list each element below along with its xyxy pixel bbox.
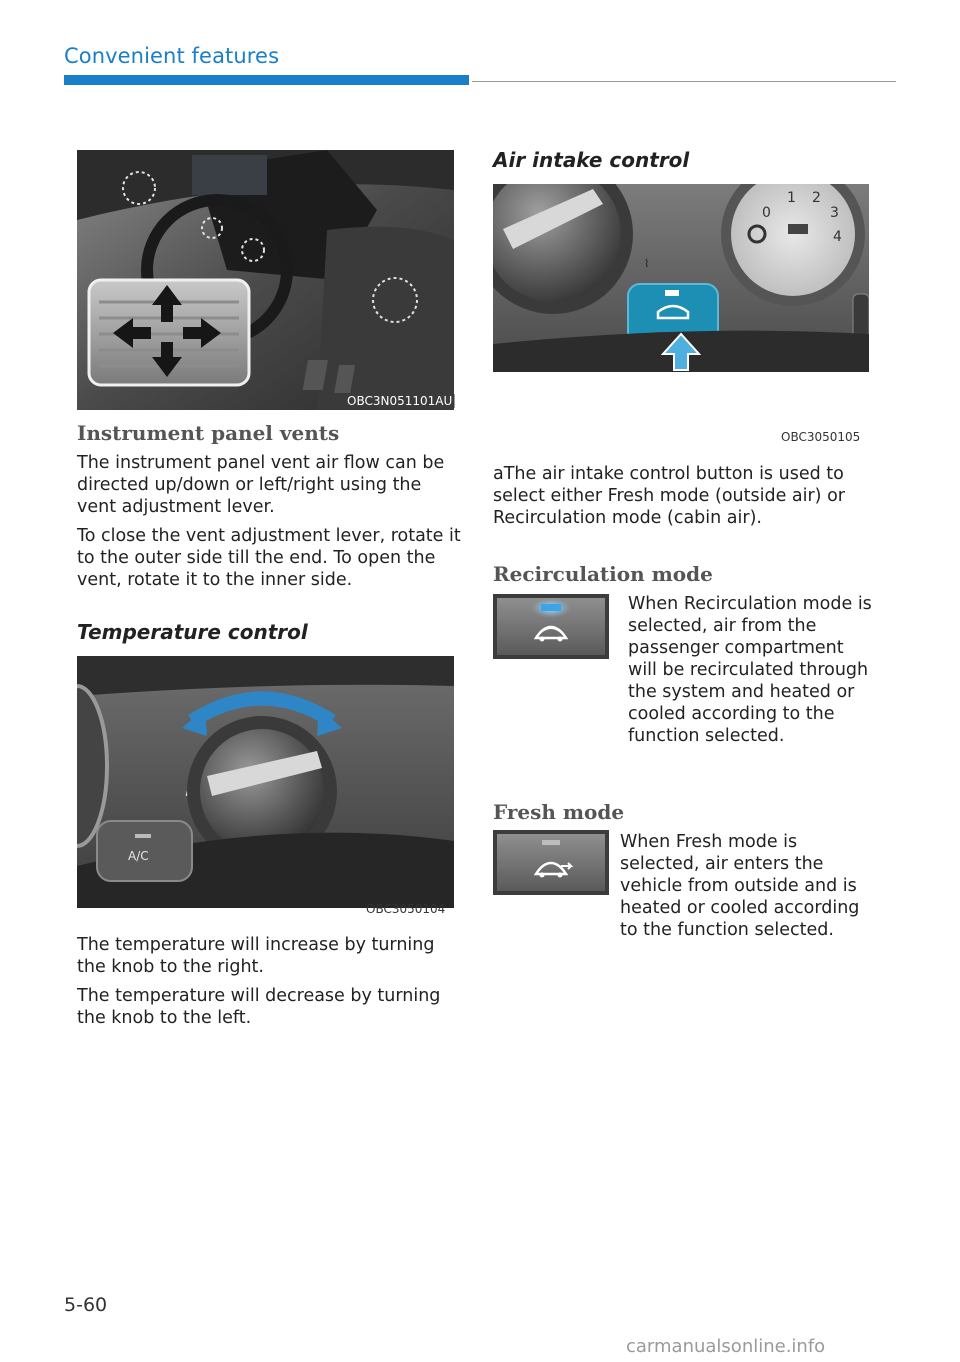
section-title: Convenient features [64,44,280,68]
watermark: carmanualsonline.info [626,1336,826,1357]
air-intake-heading: Air intake control [493,148,690,172]
air-intake-figure-code: OBC3050105 [781,430,861,444]
vents-heading: Instrument panel vents [77,421,340,445]
header-rule-accent [64,75,469,85]
fan-dial-label-2: 2 [812,190,821,206]
fan-dial-label-4: 4 [833,229,842,245]
vents-figure-code: OBC3N051101AU [344,394,455,408]
vents-paragraph-2: To close the vent adjustment lever, rotate it to the outer side till the end. To open the vent, rotate it to the inner side. [77,526,461,590]
recirculation-paragraph: When Recirculation mode is selected, air from the passenger compartment will be recirculated through the system and heated or cooled according to the function selected. [628,594,872,746]
header-rule-thin [472,81,896,82]
fresh-mode-heading: Fresh mode [493,800,625,824]
fresh-mode-paragraph: When Fresh mode is selected, air enters the vehicle from outside and is heated or cooled according to the function selected. [620,832,860,940]
page-number: 5-60 [64,1294,108,1316]
temperature-heading: Temperature control [77,620,308,644]
fan-dial-label-1: 1 [787,190,796,206]
temperature-paragraph-1: The temperature will increase by turning the knob to the right. [77,935,435,977]
fresh-mode-button-icon [493,830,609,895]
temperature-control-photo [77,656,454,908]
recirculation-button-icon [493,594,609,659]
temperature-paragraph-2: The temperature will decrease by turning the knob to the left. [77,986,441,1028]
svg-text:⌇: ⌇ [644,257,650,270]
fan-dial-label-3: 3 [830,205,839,221]
ac-button-label: A/C [128,849,149,863]
recirculation-heading: Recirculation mode [493,562,713,586]
temperature-figure-code: OBC3050104 [366,902,446,916]
fan-dial-label-0: 0 [762,205,771,221]
instrument-panel-vents-photo [77,150,454,410]
air-intake-control-photo [493,184,869,372]
vents-paragraph-1: The instrument panel vent air flow can be directed up/down or left/right using the vent adjustment lever. [77,453,445,517]
air-intake-paragraph: aThe air intake control button is used to select either Fresh mode (outside air) or Recirculation mode (cabin air). [493,464,845,528]
